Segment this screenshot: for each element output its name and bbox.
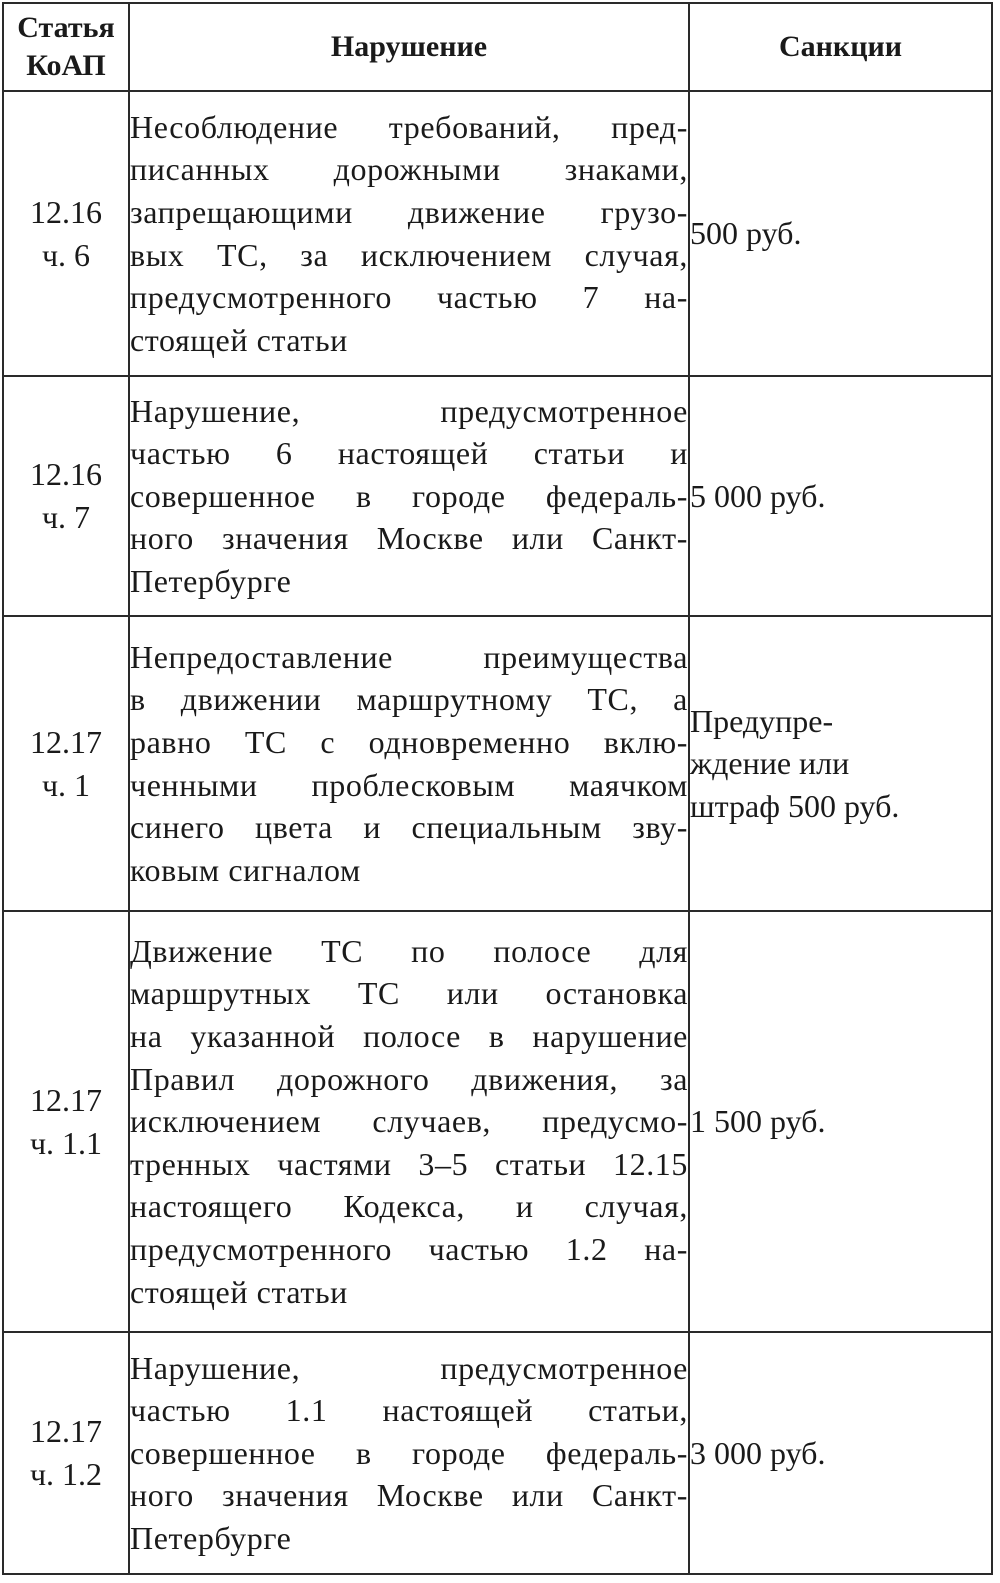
header-sanctions: Санкции	[689, 3, 992, 91]
article-number: 12.17	[30, 1081, 102, 1118]
violation-line: Нарушение, предусмотренное	[130, 1349, 688, 1386]
article-number: 12.16	[30, 193, 102, 230]
violation-cell	[129, 911, 689, 1332]
violation-cell	[129, 376, 689, 616]
article-part: ч. 7	[41, 499, 91, 535]
header-article-line: Статья	[17, 11, 115, 44]
header-violation: Нарушение	[129, 3, 689, 91]
violation-line: Движение ТС по полосе для	[130, 932, 688, 969]
violation-line: равно ТС с одновременно вклю-	[130, 723, 688, 760]
article-cell	[3, 1332, 129, 1574]
violation-line: тренных частями 3–5 статьи 12.15	[130, 1145, 688, 1182]
violation-line: ного значения Москве или Санкт-	[130, 1477, 688, 1514]
violation-cell	[129, 91, 689, 376]
sanction-line: 500 руб.	[690, 215, 802, 252]
koap-sanctions-table	[2, 2, 993, 1575]
violation-line: на указанной полосе в нарушение	[130, 1018, 688, 1055]
violation-line: частью 6 настоящей статьи и	[130, 435, 688, 472]
violation-line: ковым сигналом	[130, 851, 361, 888]
violation-line: предусмотренного частью 7 на-	[130, 279, 688, 316]
sanction-line: Предупре-	[690, 702, 834, 739]
article-part: ч. 1.2	[29, 1456, 103, 1492]
table-row	[3, 616, 992, 911]
violation-line: вых ТС, за исключением случая,	[130, 236, 688, 273]
violation-line: Петербурге	[130, 562, 292, 599]
violation-line: ного значения Москве или Санкт-	[130, 520, 688, 557]
table-row	[3, 91, 992, 376]
sanction-line: 5 000 руб.	[690, 477, 826, 514]
violation-line: Несоблюдение требований, пред-	[130, 108, 688, 145]
sanction-line: 1 500 руб.	[690, 1103, 826, 1140]
violation-line: маршрутных ТС или остановка	[130, 975, 688, 1012]
sanction-line: штраф 500 руб.	[690, 787, 900, 824]
article-part: ч. 1.1	[29, 1124, 103, 1161]
violation-line: Петербурге	[130, 1519, 292, 1556]
violation-line: ченными проблесковым маячком	[130, 766, 688, 803]
sanction-line: ждение или	[690, 745, 850, 782]
article-cell	[3, 911, 129, 1332]
violation-line: стоящей статьи	[130, 1273, 348, 1310]
table-row	[3, 911, 992, 1332]
table-row	[3, 376, 992, 616]
violation-line: писанных дорожными знаками,	[130, 151, 688, 188]
article-number: 12.16	[30, 456, 102, 492]
sanction-cell	[689, 91, 992, 376]
violation-line: Правил дорожного движения, за	[130, 1060, 688, 1097]
violation-cell	[129, 1332, 689, 1574]
article-part: ч. 1	[41, 766, 91, 803]
violation-line: совершенное в городе федераль-	[130, 477, 688, 514]
sanction-cell	[689, 376, 992, 616]
violation-line: стоящей статьи	[130, 321, 348, 358]
sanction-cell	[689, 911, 992, 1332]
sanction-line: 3 000 руб.	[690, 1434, 826, 1471]
violation-line: синего цвета и специальным зву-	[130, 809, 688, 846]
violation-line: Нарушение, предусмотренное	[130, 392, 688, 429]
table-header-row	[3, 3, 992, 91]
article-part: ч. 6	[41, 236, 91, 273]
violation-line: настоящего Кодекса, и случая,	[130, 1188, 688, 1225]
violation-line: предусмотренного частью 1.2 на-	[130, 1230, 688, 1267]
sanction-cell	[689, 616, 992, 911]
table-row	[3, 1332, 992, 1574]
header-article-line: КоАП	[26, 49, 106, 82]
violation-line: частью 1.1 настоящей статьи,	[130, 1392, 688, 1429]
violation-line: запрещающими движение грузо-	[130, 193, 688, 230]
sanction-cell	[689, 1332, 992, 1574]
violation-line: в движении маршрутному ТС, а	[130, 681, 688, 718]
article-number: 12.17	[30, 1413, 102, 1449]
violation-line: совершенное в городе федераль-	[130, 1434, 688, 1471]
article-cell	[3, 91, 129, 376]
violation-line: исключением случаев, предусмо-	[130, 1103, 688, 1140]
article-number: 12.17	[30, 723, 102, 760]
violation-cell	[129, 616, 689, 911]
article-cell	[3, 616, 129, 911]
violation-line: Непредоставление преимущества	[130, 638, 688, 675]
header-article	[3, 3, 129, 91]
article-cell	[3, 376, 129, 616]
